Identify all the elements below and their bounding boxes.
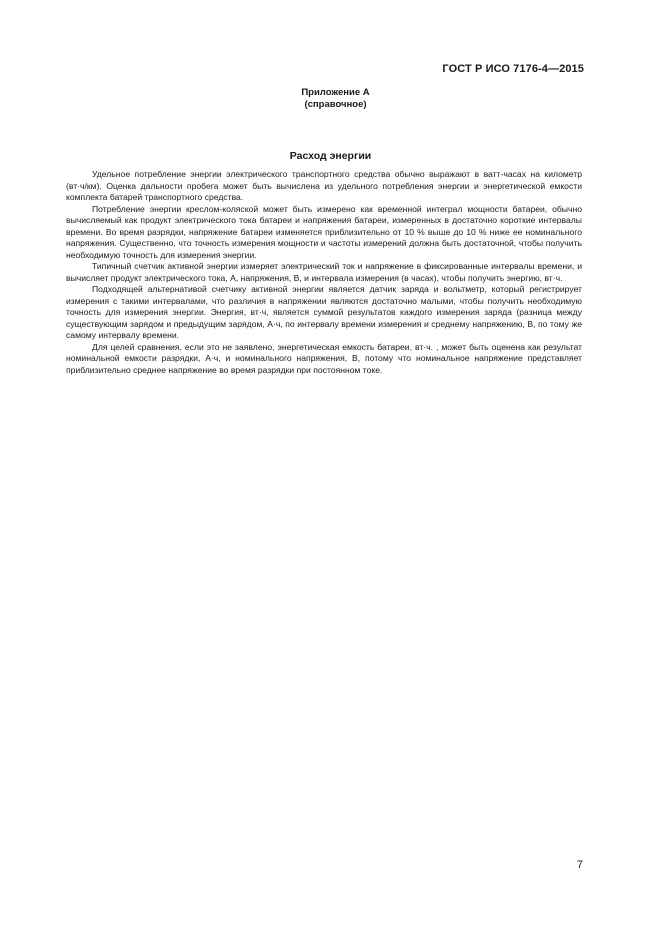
- page-number: 7: [576, 859, 583, 871]
- paragraph: Типичный счетчик активной энергии измеряет электрический ток и напряжение в фиксированные интервалы времени, и вычисляет продукт электрического тока, А, напряжения, В, и интервала измерения (в часах), чтобы получить энергию, вт·ч.: [66, 261, 582, 283]
- paragraph: Потребление энергии креслом-коляской может быть измерено как временной интеграл мощности батареи, обычно вычисляемый как продукт электрического тока батареи и напряжения батареи, измеренных в достаточно короткие интервалы времени. Во время разрядки, напряжение батареи изменяется приблизительно от 10 % выше до 10 % ниже ее номинального напряжения. Существенно, что точность измерения мощности и частоты измерений должна быть достаточной, чтобы получить необходимую точность для измерения энергии.: [66, 203, 582, 260]
- annex-title: Приложение А: [301, 87, 370, 98]
- annex-subtitle: (справочное): [304, 99, 367, 110]
- paragraph: Для целей сравнения, если это не заявлено, энергетическая емкость батареи, вт·ч. , может быть оценена как результат номинальной емкости разрядки, А·ч, и номинального напряжения, В, потому что номинальное напряжение представляет приблизительно среднее напряжение во время разрядки при постоянном токе.: [66, 341, 582, 375]
- section-title: Расход энергии: [289, 150, 372, 162]
- document-code: ГОСТ Р ИСО 7176-4—2015: [442, 63, 584, 75]
- body-text: [66, 169, 582, 376]
- paragraph: Подходящей альтернативой счетчику активной энергии является датчик заряда и вольтметр, который регистрирует измерения с такими интервалами, что различия в напряжении являются достаточно малыми, чтобы получить необходимую точность для измерения энергии. Энергия, вт·ч, является суммой результатов каждого измерения заряда (разница между существующим зарядом и предыдущим зарядом, А·ч, по интервалу времени измерения и среднему напряжению, В, по тому же самому интервалу времени.: [66, 284, 582, 340]
- annex-heading: [0, 87, 661, 111]
- paragraph: Удельное потребление энергии электрического транспортного средства обычно выражают в ватт-часах на километр (вт·ч/км). Оценка дальности пробега может быть вычислена из удельного потребления энергии и энергетической емкости комплекта батарей транспортного средства.: [66, 169, 582, 202]
